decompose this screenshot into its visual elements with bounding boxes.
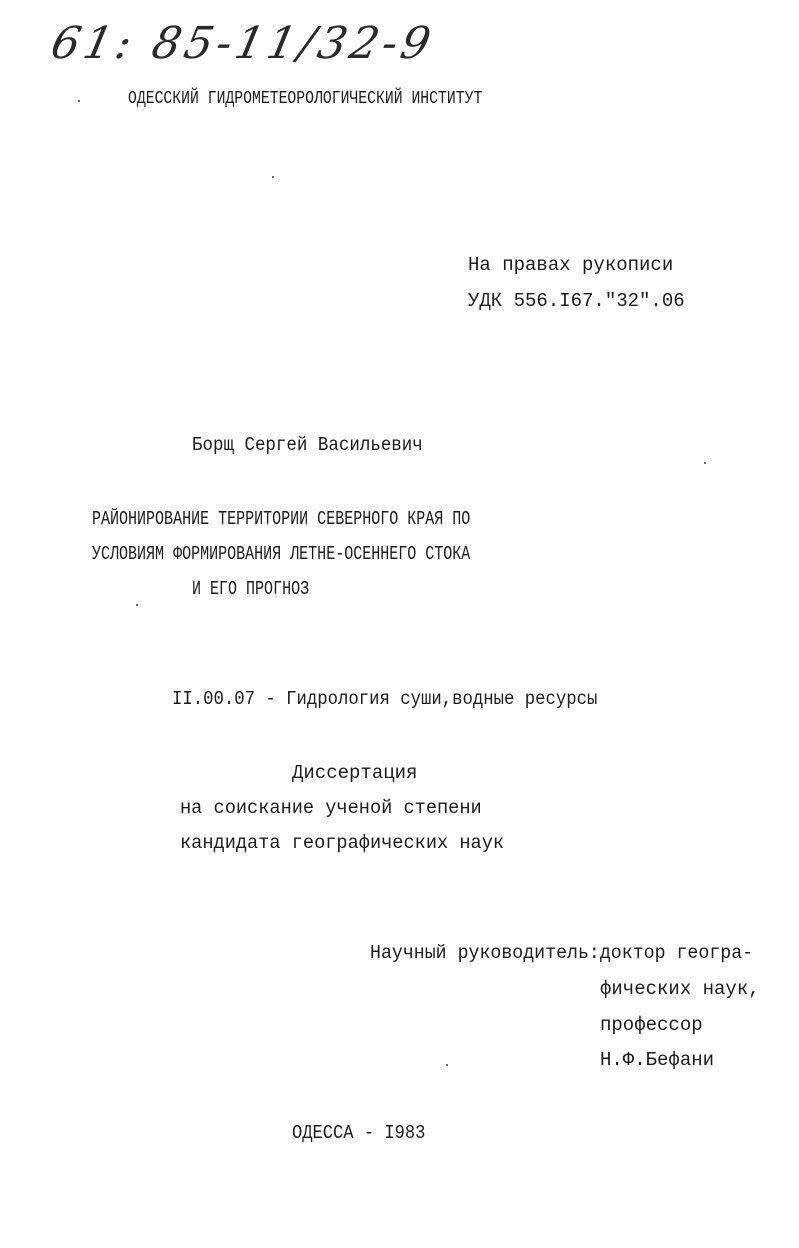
rights-notice: На правах рукописи: [468, 254, 674, 276]
title-line-2-text: УСЛОВИЯМ ФОРМИРОВАНИЯ ЛЕТНЕ-ОСЕННЕГО СТОКА: [92, 543, 471, 565]
institute-name: [128, 88, 560, 110]
degree-line-3: [180, 832, 511, 854]
supervisor-line-3: профессор: [600, 1014, 703, 1036]
title-line-3-text: И ЕГО ПРОГНОЗ: [192, 578, 310, 600]
handwritten-catalog-number: 61: 85-11/32-9: [46, 18, 439, 69]
author-name: [192, 434, 443, 456]
city-year-text: ОДЕССА - I983: [292, 1122, 426, 1144]
specialty-code: [172, 688, 639, 710]
udc-code: УДК 556.I67."32".06: [468, 290, 685, 312]
scan-speck: [78, 100, 80, 102]
scan-speck: [704, 462, 706, 464]
supervisor-line-1: [370, 942, 769, 964]
degree-line-2: [180, 797, 488, 819]
title-line-2: [92, 543, 571, 565]
scan-speck: [446, 1064, 448, 1066]
author-name-text: Борщ Сергей Васильевич: [192, 434, 423, 456]
scan-speck: [136, 604, 138, 606]
title-line-1: [92, 508, 571, 530]
supervisor-line-2: фических наук,: [600, 978, 760, 1000]
scan-speck: [272, 176, 274, 178]
degree-line-2-text: на соискание ученой степени: [180, 797, 482, 819]
degree-line-1: Диссертация: [292, 762, 418, 784]
city-year: [292, 1122, 440, 1144]
supervisor-name: Н.Ф.Бефани: [600, 1049, 715, 1071]
supervisor-line-1-text: Научный руководитель:доктор геогра-: [370, 942, 754, 964]
title-line-3: [192, 578, 340, 600]
title-line-1-text: РАЙОНИРОВАНИЕ ТЕРРИТОРИИ СЕВЕРНОГО КРАЯ ПО: [92, 508, 471, 530]
degree-line-3-text: кандидата географических наук: [180, 832, 505, 854]
institute-name-text: ОДЕССКИЙ ГИДРОМЕТЕОРОЛОГИЧЕСКИЙ ИНСТИТУТ: [128, 89, 483, 109]
specialty-code-text: II.00.07 - Гидрология суши,водные ресурсы: [172, 688, 598, 710]
